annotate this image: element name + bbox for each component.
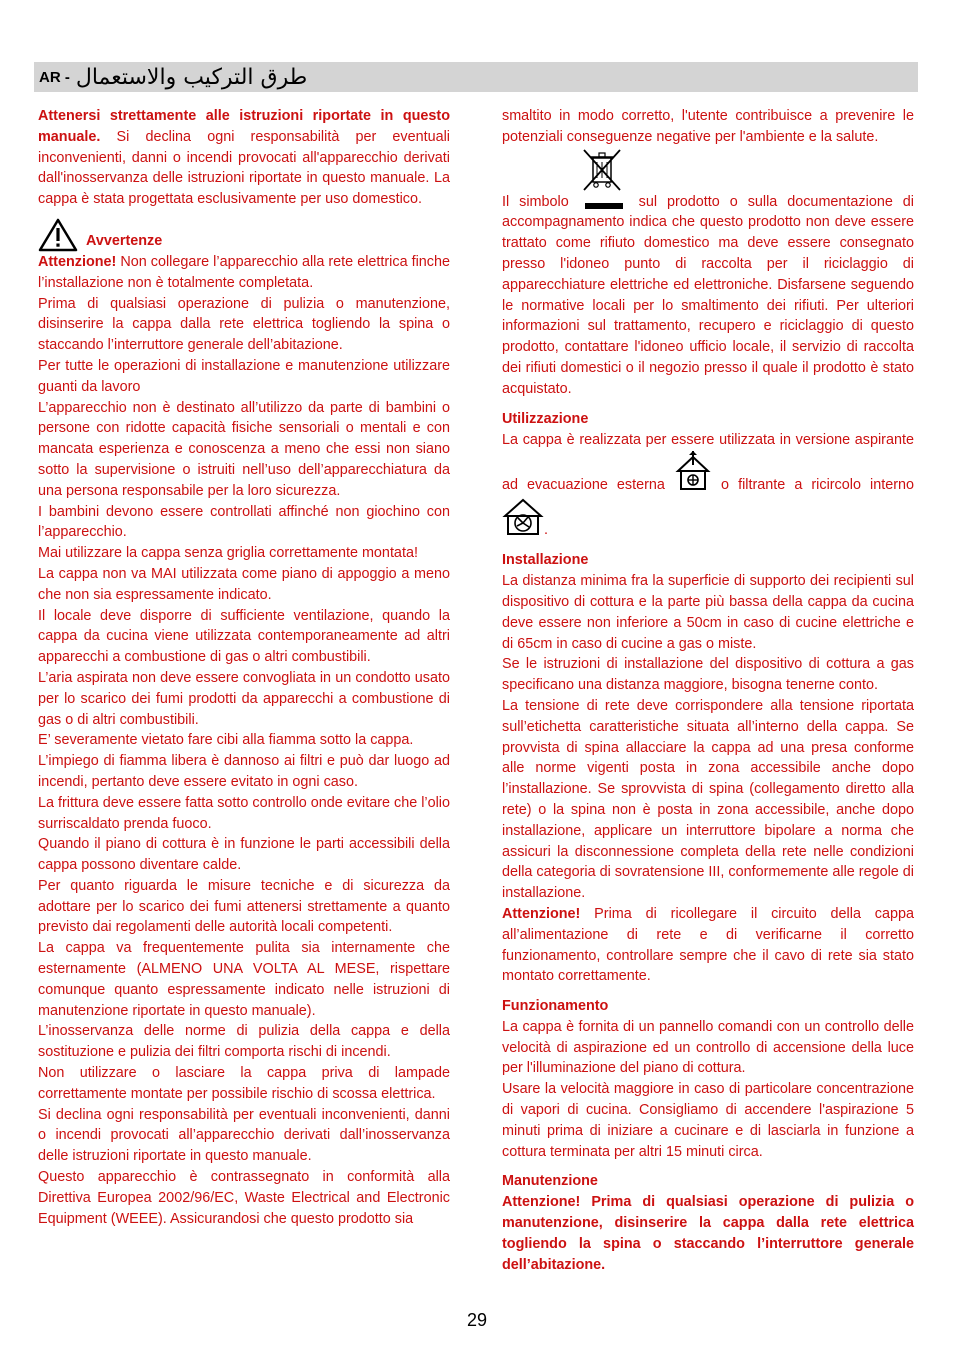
left-column xyxy=(38,106,450,1229)
black-bar-icon xyxy=(579,198,629,212)
symbol-text-pre: Il simbolo xyxy=(502,193,569,210)
paragraph: E’ severamente vietato fare cibi alla fiamma sotto la cappa. xyxy=(38,732,414,749)
paragraph: Questo apparecchio è contrassegnato in conformità alla Direttiva Europea 2002/96/EC, Waste Electrical and Electronic Equipment (WEEE). Assicurandosi che questo prodotto sia xyxy=(38,1169,450,1227)
paragraph: L’apparecchio non è destinato all’utilizzo da parte di bambini o persone con ridotte capacità fisiche sensoriali o mentali e con mancata esperienza e conoscenza a meno che essi non siano sotto la supervisione o istruiti nell’uso dell’apparecchiatura da una persona responsabile per la loro sicurezza. xyxy=(38,399,450,499)
paragraph: Quando il piano di cottura è in funzione le parti accessibili della cappa possono diventare calde. xyxy=(38,836,450,874)
intro-rest: Si declina ogni responsabilità per eventuali inconvenienti, danni o incendi provocati all'apparecchio derivati dall'inosservanza delle istruzioni riportate in questo manuale. La cappa è stata progettata esclusivamente per uso domestico. xyxy=(38,128,450,208)
section-header xyxy=(34,62,918,92)
paragraph: L’inosservanza delle norme di pulizia della cappa e della sostituzione e pulizia dei filtri comporta rischi di incendi. xyxy=(38,1023,450,1061)
usage-heading: Utilizzazione xyxy=(502,410,589,427)
attention-label: Attenzione! xyxy=(502,905,581,922)
paragraph: La cappa va frequentemente pulita sia internamente che esternamente (ALMENO UNA VOLTA AL MESE, rispettare comunque quanto espressamente indicato nelle istruzioni di manutenzione riportate in questo manuale). xyxy=(38,940,450,1019)
weee-symbol-paragraph xyxy=(502,192,914,400)
paragraph: Mai utilizzare la cappa senza griglia correttamente montata! xyxy=(38,545,418,562)
paragraph: Non utilizzare o lasciare la cappa priva di lampade correttamente montate per possibile rischio di scossa elettrica. xyxy=(38,1065,450,1102)
crossed-out-bin-icon xyxy=(580,148,624,192)
paragraph: La frittura deve essere fatta sotto controllo onde evitare che l’olio surriscaldato prenda fuoco. xyxy=(38,794,450,832)
paragraph: Si declina ogni responsabilità per eventuali inconvenienti, danni o incendi provocati all’apparecchio derivati dall’inosservanza delle istruzioni riportate in questo manuale. xyxy=(38,1106,450,1165)
intro-paragraph xyxy=(38,106,450,210)
house-recirculation-icon xyxy=(502,496,544,536)
paragraph: L’aria aspirata non deve essere convogliata in un condotto usato per lo scarico dei fumi prodotti da apparecchi a combustione di gas o di altri combustibili. xyxy=(38,669,450,728)
paragraph: Per quanto riguarda le misure tecniche e di sicurezza da adottare per lo scarico dei fumi attenersi strettamente a quanto previsto dai regolamenti delle autorità locali competenti. xyxy=(38,877,450,936)
intro-bold: Attenersi strettamente alle istruzioni riportate in questo manuale. xyxy=(38,108,450,145)
right-column xyxy=(502,106,914,1275)
usage-text-2: o filtrante a ricircolo interno xyxy=(711,477,915,494)
usage-paragraph xyxy=(502,429,914,541)
paragraph: Prima di qualsiasi operazione di pulizia o manutenzione, disinserire la cappa dalla rete elettrica togliendo la spina o staccando l’interruttore generale dell’abitazione. xyxy=(38,295,450,354)
page-number: 29 xyxy=(466,1310,488,1330)
paragraph: I bambini devono essere controllati affinché non giochino con l’apparecchio. xyxy=(38,503,450,541)
paragraph: La distanza minima fra la superficie di supporto dei recipienti sul dispositivo di cottura e la parte più bassa della cappa da cucina deve essere non inferiore a 50cm in caso di cucine elettriche e di 65cm in caso di cucine a gas o miste. xyxy=(502,573,914,652)
header-title: طرق التركيب والاستعمال xyxy=(75,64,308,90)
usage-text-1: La cappa è realizzata per essere utilizzata in versione aspirante ad evacuazione esterna xyxy=(502,432,914,494)
maintenance-text: Attenzione! Prima di qualsiasi operazione di pulizia o manutenzione, disinserire la cappa dalla rete elettrica togliendo la spina o staccando l’interruttore generale dell’abitazione. xyxy=(502,1194,914,1273)
usage-text-3: . xyxy=(544,522,548,539)
warning-heading-row xyxy=(38,214,450,252)
symbol-text-post: sul prodotto o sulla documentazione di accompagnamento indica che questo prodotto non deve essere trattato come rifiuto domestico ma deve essere consegnato presso l'idoneo punto di raccolta per il riciclaggio di apparecchiature elettriche ed elettroniche. Disfarsene seguendo le normative locali per lo smaltimento dei rifiuti. Per ulteriori informazioni sul trattamento, recupero e riciclaggio di questo prodotto, contattare l'idoneo ufficio locale, il servizio di raccolta dei rifiuti domestici o il negozio presso il quale il prodotto è stato acquistato. xyxy=(502,193,914,397)
attention-text: Prima di ricollegare il circuito della cappa all’alimentazione di rete e di verificarne il corretto funzionamento, controllare sempre che il cavo di rete sia stato montato correttamente. xyxy=(502,905,914,985)
maintenance-heading: Manutenzione xyxy=(502,1173,598,1190)
weee-continuation: smaltito in modo corretto, l'utente contribuisce a prevenire le potenziali conseguenze negative per l'ambiente e la salute. xyxy=(502,108,914,145)
paragraph: Se le istruzioni di installazione del dispositivo di cottura a gas specificano una distanza maggiore, bisogna tenerne conto. xyxy=(502,656,914,694)
language-code: AR - xyxy=(39,68,70,86)
warning-triangle-icon xyxy=(38,218,78,252)
paragraph: L’impiego di fiamma libera è dannoso ai filtri e può dar luogo ad incendi, pertanto deve essere evitato in ogni caso. xyxy=(38,753,450,790)
paragraph: Il locale deve disporre di sufficiente ventilazione, quando la cappa da cucina viene utilizzata contemporaneamente ad altri apparecchi a combustione di gas o altri combustibili. xyxy=(38,607,450,666)
paragraph: Usare la velocità maggiore in caso di particolare concentrazione di vapori di cucina. Consigliamo di accendere l'aspirazione 5 minuti prima di iniziare a cucinare e di lasciarla in funzione a cottura terminata per altri 15 minuti circa. xyxy=(502,1081,914,1160)
installation-heading: Installazione xyxy=(502,552,589,569)
attention-paragraph xyxy=(38,252,450,294)
paragraph: La cappa è fornita di un pannello comandi con un controllo delle velocità di aspirazione ed un controllo di accensione della luce per l'illuminazione del piano di cottura. xyxy=(502,1018,914,1077)
attention-text: Non collegare l’apparecchio alla rete elettrica finche l’installazione non è totalmente completata. xyxy=(38,253,450,291)
house-extraction-icon xyxy=(674,451,712,491)
weee-icon-row xyxy=(502,148,914,192)
warning-heading: Avvertenze xyxy=(86,233,163,250)
attention-label: Attenzione! xyxy=(38,253,117,270)
operation-heading: Funzionamento xyxy=(502,998,609,1015)
installation-attention xyxy=(502,904,914,987)
paragraph: Per tutte le operazioni di installazione e manutenzione utilizzare guanti da lavoro xyxy=(38,357,450,395)
paragraph: La tensione di rete deve corrispondere alla tensione riportata sull’etichetta caratteristiche situata all’interno della cappa. Se provvista di spina allacciare la cappa ad una presa conforme alle norme vigenti posta in zona accessibile anche dopo l’installazione. Se sprovvista di spina (collegamento diretto alla rete) o la spina non è posta in zona accessibile, anche dopo installazione, applicare un interruttore bipolare a norma che assicuri la disconnessione completa della rete nelle condizioni della categoria di sovratensione III, conformemente alle regole di installazione. xyxy=(502,697,914,902)
paragraph: La cappa non va MAI utilizzata come piano di appoggio a meno che non sia espressamente indicato. xyxy=(38,565,450,603)
